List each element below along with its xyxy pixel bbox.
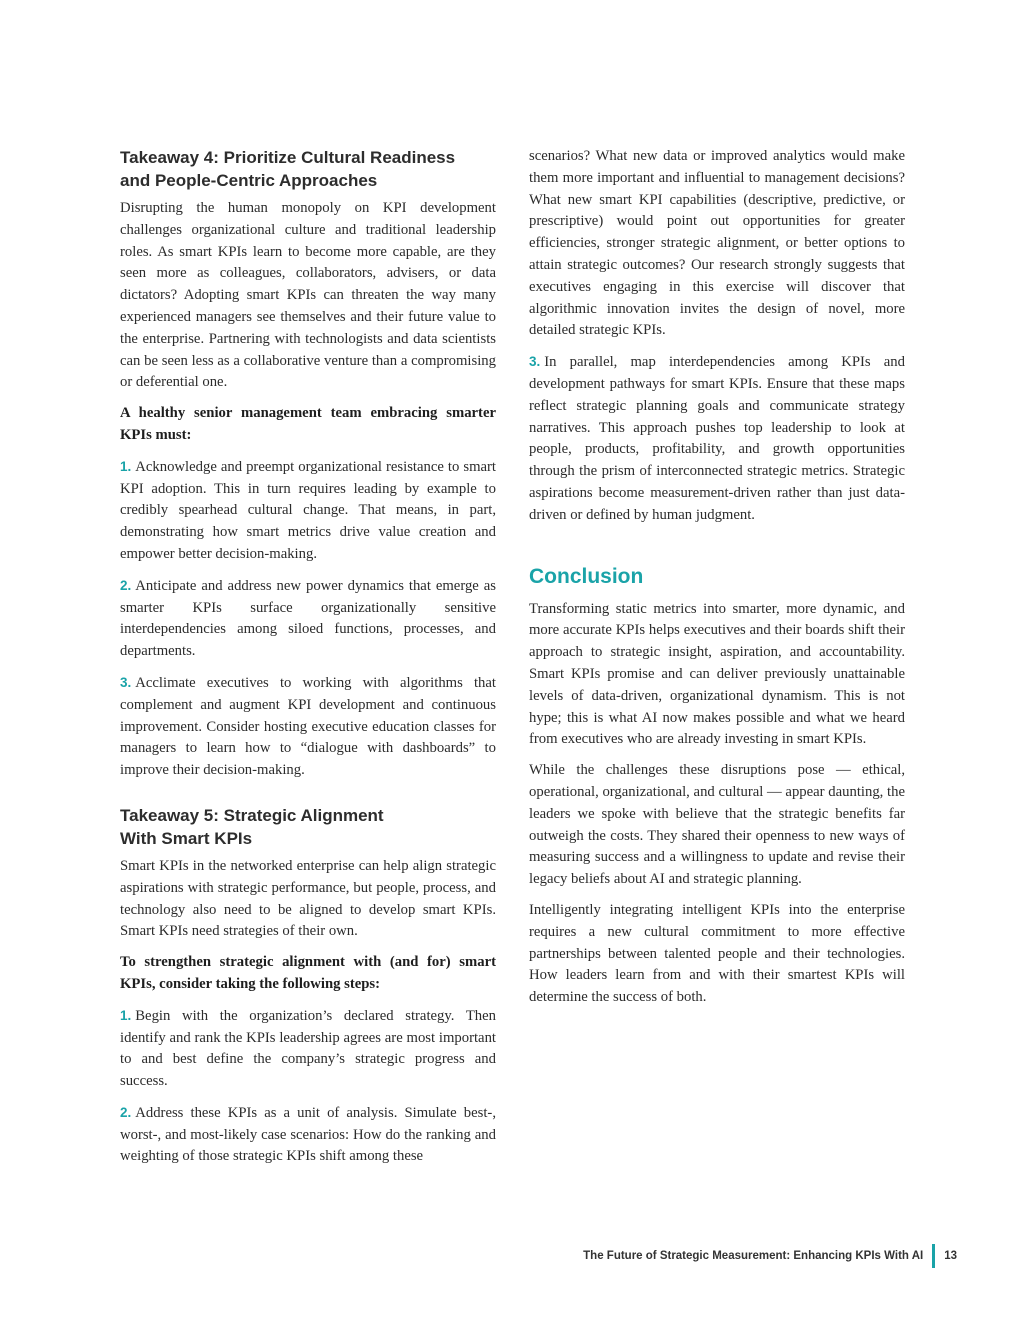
list-item-text: In parallel, map interdependencies among KPIs and development pathways for smart KPIs. Ensure that these maps reflect strategic planning goals and communicate strategy narratives. This approach pushes top leadership to look at people, products, profitability, and growth opportunities through the prism of interconnected strategic metrics. Strategic aspirations become measurement-driven rather than just data-driven or defined by human judgment. [529, 354, 905, 523]
takeaway-4-heading-line1: Takeaway 4: Prioritize Cultural Readiness [120, 148, 456, 167]
takeaway-4-heading [120, 146, 496, 192]
footer-divider [932, 1244, 935, 1268]
list-number: 3. [120, 674, 132, 690]
footer-title: The Future of Strategic Measurement: Enhancing KPIs With AI [583, 1250, 924, 1262]
list-item-text: Address these KPIs as a unit of analysis. Simulate best-, worst-, and most-likely case scenarios: How do the ranking and weighting of those strategic KPIs shift among these [120, 1104, 496, 1165]
list-item [529, 351, 905, 526]
list-item [120, 1005, 496, 1093]
takeaway-4-lead: A healthy senior management team embracing smarter KPIs must: [120, 405, 496, 443]
right-column [529, 146, 905, 1018]
continuation-paragraph: scenarios? What new data or improved analytics would make them more important and influential to management decisions? What new smart KPI capabilities (descriptive, predictive, or prescriptive) would point out opportunities for greater efficiencies, stronger strategic alignment, or better options to attain strategic outcomes? Our research strongly suggests that executives engaging in this exercise will discover that algorithmic innovation invites the design of novel, more detailed strategic KPIs. [529, 148, 905, 339]
takeaway-5-heading [120, 804, 496, 850]
conclusion-paragraph: While the challenges these disruptions pose — ethical, operational, organizational, and cultural — appear daunting, the leaders we spoke with believe that the strategic benefits far outweigh the costs. They shared their openness to new ways of measuring success and a willingness to update and revise their legacy beliefs about AI and strategic planning. [529, 762, 905, 888]
list-item [120, 672, 496, 782]
list-number: 1. [120, 458, 132, 474]
list-item-text: Acknowledge and preempt organizational resistance to smart KPI adoption. This in turn requires leading by example to credibly spearhead cultural change. That means, in part, demonstrating how smart metrics drive value creation and empower better decision-making. [120, 458, 496, 562]
takeaway-5-heading-line1: Takeaway 5: Strategic Alignment [120, 805, 384, 825]
list-item-text: Begin with the organization’s declared strategy. Then identify and rank the KPIs leadership agrees are most important to and best define the company’s strategic progress and success. [120, 1007, 496, 1090]
left-column [120, 146, 496, 1177]
page-number: 13 [944, 1250, 957, 1262]
list-number: 2. [120, 577, 132, 593]
list-item [120, 456, 496, 566]
page-footer [583, 1244, 957, 1268]
takeaway-4-intro: Disrupting the human monopoly on KPI development challenges organizational culture and traditional leadership roles. As smart KPIs learn to become more capable, are they seen more as colleagues, collaborators, advisers, or data dictators? Adopting smart KPIs can threaten the way many experienced managers see themselves and their future value to the enterprise. Partnering with technologists and data scientists can be seen less as a collaborative venture than a compromising or deferential one. [120, 200, 496, 391]
takeaway-5-intro: Smart KPIs in the networked enterprise can help align strategic aspirations with strategic performance, but people, process, and technology also need to be aligned to develop smart KPIs. Smart KPIs need strategies of their own. [120, 857, 496, 940]
list-number: 1. [120, 1007, 132, 1023]
list-item [120, 1102, 496, 1168]
takeaway-5-lead: To strengthen strategic alignment with (and for) smart KPIs, consider taking the following steps: [120, 954, 496, 992]
list-number: 2. [120, 1104, 132, 1120]
list-item [120, 575, 496, 663]
list-number: 3. [529, 354, 541, 370]
list-item-text: Acclimate executives to working with algorithms that complement and augment KPI development and continuous improvement. Consider hosting executive education classes for managers to learn how to “dialogue with dashboards” to improve their decision-making. [120, 674, 496, 779]
list-item-text: Anticipate and address new power dynamics that emerge as smarter KPIs surface organizationally sensitive interdependencies among siloed functions, processes, and departments. [120, 577, 496, 660]
conclusion-paragraph: Intelligently integrating intelligent KPIs into the enterprise requires a new cultural commitment to more effective partnerships between talented people and their technologies. How leaders learn from and with their smartest KPIs will determine the success of both. [529, 901, 905, 1006]
conclusion-paragraph: Transforming static metrics into smarter, more dynamic, and more accurate KPIs helps executives and their boards shift their approach to strategic insight, aspiration, and accountability. Smart KPIs promise and can deliver previously unattainable levels of data-driven, organizational dynamism. This is not hype; this is what AI now makes possible and what we heard from executives who are already investing in smart KPIs. [529, 600, 905, 748]
conclusion-heading: Conclusion [529, 564, 644, 588]
takeaway-4-heading-line2: and People-Centric Approaches [120, 171, 378, 190]
takeaway-5-heading-line2: With Smart KPIs [120, 828, 253, 848]
